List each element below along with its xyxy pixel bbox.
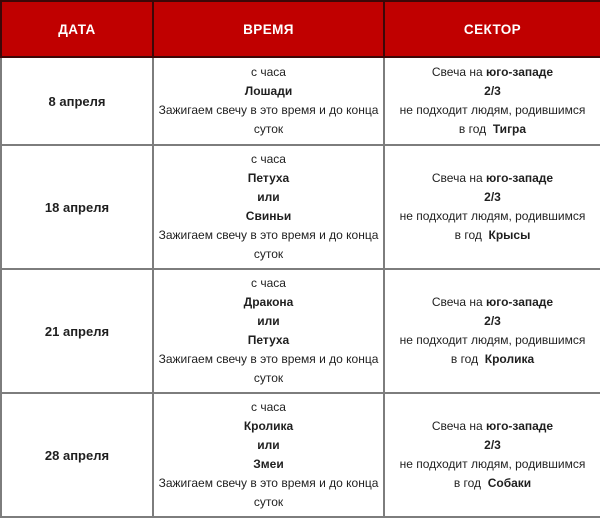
header-cell-sector: СЕКТОР [384,1,600,57]
time-intro-label: с часа [251,400,286,414]
direction-label: юго-западе [485,65,554,79]
year-animal-label: Кролика [484,352,535,366]
time-note-label: Зажигаем свечу в это время и до конца суток [158,228,379,261]
time-note-label: Зажигаем свечу в это время и до конца суток [158,103,379,136]
hour-animal-label: Кролика [243,419,294,433]
time-intro-label: с часа [251,152,286,166]
table-row [1,57,600,145]
time-cell [153,57,384,145]
year-prefix-label: в год [453,476,482,490]
year-prefix-label: в год [458,122,487,136]
date-cell: 8 апреля [1,57,153,145]
restriction-label: не подходит людям, родившимся [399,333,586,347]
time-intro-label: с часа [251,65,286,79]
candle-direction-line [387,169,598,188]
table-row [1,145,600,269]
hour-animal-label: Свиньи [245,209,292,223]
time-cell [153,269,384,393]
candle-direction-line [387,417,598,436]
candle-direction-line [387,63,598,82]
fraction-label: 2/3 [484,190,501,204]
conjunction-label: или [257,438,280,452]
hour-animal-label: Лошади [244,84,293,98]
time-note-label: Зажигаем свечу в это время и до конца суток [158,352,379,385]
year-animal-label: Собаки [487,476,532,490]
direction-label: юго-западе [485,419,554,433]
fraction-label: 2/3 [484,438,501,452]
sector-cell [384,393,600,517]
table-header-row [1,1,600,57]
date-cell: 18 апреля [1,145,153,269]
year-line [387,226,598,245]
year-animal-label: Крысы [488,228,531,242]
time-intro-label: с часа [251,276,286,290]
fraction-label: 2/3 [484,84,501,98]
date-cell: 21 апреля [1,269,153,393]
time-cell [153,393,384,517]
restriction-label: не подходит людям, родившимся [399,103,586,117]
year-line [387,350,598,369]
year-line [387,120,598,139]
hour-animal-label: Петуха [247,333,290,347]
restriction-label: не подходит людям, родившимся [399,209,586,223]
year-prefix-label: в год [450,352,479,366]
fraction-label: 2/3 [484,314,501,328]
sector-cell [384,57,600,145]
conjunction-label: или [257,314,280,328]
candle-direction-line [387,293,598,312]
date-cell: 28 апреля [1,393,153,517]
candle-prefix-label: Свеча на [431,295,483,309]
direction-label: юго-западе [485,295,554,309]
hour-animal-label: Змеи [253,457,284,471]
conjunction-label: или [257,190,280,204]
direction-label: юго-западе [485,171,554,185]
year-animal-label: Тигра [492,122,527,136]
header-cell-time: ВРЕМЯ [153,1,384,57]
hour-animal-label: Дракона [243,295,294,309]
time-cell [153,145,384,269]
year-prefix-label: в год [454,228,482,242]
time-note-label: Зажигаем свечу в это время и до конца суток [158,476,379,509]
table-row [1,393,600,517]
sector-cell [384,269,600,393]
hour-animal-label: Петуха [247,171,290,185]
table-row [1,269,600,393]
header-cell-date: ДАТА [1,1,153,57]
candle-prefix-label: Свеча на [431,65,483,79]
candle-prefix-label: Свеча на [431,419,483,433]
restriction-label: не подходит людям, родившимся [399,457,586,471]
candle-prefix-label: Свеча на [431,171,483,185]
sector-cell [384,145,600,269]
year-line [387,474,598,493]
